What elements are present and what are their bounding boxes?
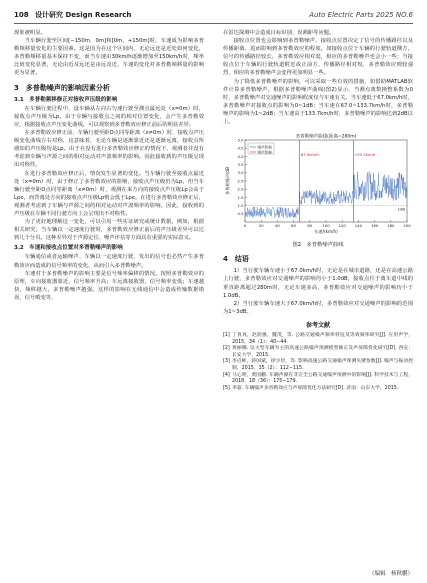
header-divider [14, 23, 413, 24]
y-tick-label: 2.5 [237, 178, 244, 184]
reference-item: [1] 丁真真，赵润强，魏茂，等. 公路交通噪声频率特征及等效频率研究[J]. 应用声学，2015，34（1）：40−44. [223, 332, 413, 345]
threshold-label: 133.7km/h [354, 152, 376, 158]
chart-title: 多普勒噪声曲线(距离=280m) [295, 134, 357, 140]
paragraph: 在进行多普勒效应修正后，情况发生显著的变化。当车辆行驶至接收点最近处（x=0m）时，由于修正了多普勒效应的影响，接收点声压级仍为Lp，但当车辆行驶至距O点同等距离（x≠0m）时，观测在来方向的接收点声压级Lp会高于Lpe，而背离处方向的接收点声压级Lp则会低于Lpe。在进行多普勒效应修正后，观测者考虑到了车辆与声源之间的相对运动对声波频率的影响。因此，接收到的声压级在车辆不同行驶方向上会呈现出不对称性。 [14, 170, 204, 217]
journal-title-cn: 设计研究 Design Research [35, 11, 132, 19]
x-tick-label: 120 [338, 223, 346, 229]
x-tick-label: 160 [370, 223, 379, 229]
y-tick-label: 5.0 [237, 137, 244, 143]
subsection-3-2-title: 3.2 车速和接收点位置对多普勒噪声的影响 [14, 245, 123, 252]
x-tick-label: 140 [354, 223, 363, 229]
x-axis-label: 车速/(km/h) [314, 229, 338, 235]
y-tick-label: 0.5 [237, 211, 244, 217]
y-tick-label: 1.0 [237, 203, 244, 209]
conclusion-2: 2）当行驶车辆车速大于67.0km/h时，多普勒效应对交通噪声的影响的范围为1~3dB。 [223, 300, 413, 315]
left-column [14, 29, 204, 302]
paragraph: 车速对于多普勒噪声的影响主要是信号频率偏移的情况。按照多普勒效应的原理，车向接收器靠近，信号频率升高；车远离接收器，信号频率变低；车速越快，频移越大，多普勒噪声越强。这样的影响在无线通信中会造成传输数据错误、信号畸变等， [14, 270, 204, 301]
subsection-3-1-title: 3.1 多普勒频移修正对接收声压级的影响 [14, 96, 118, 103]
y-tick-label: 4.5 [237, 145, 244, 151]
x-tick-label: 60 [291, 223, 297, 229]
x-tick-label: 0 [243, 223, 247, 229]
journal-title-en: Auto Electric Parts 2025 NO.6 [309, 11, 413, 19]
editor-note: （编辑 杨秋鹏） [368, 571, 413, 577]
x-tick-label: 40 [274, 223, 280, 229]
x-tick-label: 80 [307, 223, 313, 229]
reference-item: [3] 李启彬，蒋国斌，徐少俭，等. 影响高速公路交通噪声预测关键参数[J]. 噪声与振动控制，2015，35（2）：112−115. [223, 359, 413, 371]
conclusion-1: 1）当行驶车辆车速小于67.0km/h时，无论是在城市道路，还是在高速公路上行驶，多普勒效应对交通噪声的影响均小于1.0dB；接收点位于离车道中线的垂直距离超过280m时，无论车速多高，多普勒效应对交通噪声的影响均小于1.0dB。 [223, 268, 413, 299]
section-3-title: 3 多普勒噪声的影响因素分析 [14, 83, 110, 92]
reference-item: [4] 马心明，黄国鹏. 车辆声源在非完全公路交通噪声预测中的影响[J]. 科学技术与工程，2018，18（36）：175−179. [223, 372, 413, 385]
legend-label: 噪声影响 [257, 145, 272, 150]
paragraph: 为了降低多普勒噪声的影响，可以采取一些有效的措施，如借助MATLAB软件计算多普勒噪声。根据多普勒噪声曲线(图2)显示，当测点离数换整系数为0时，多普勒噪声对交通噪声的影响程度仅与车速有关。当车速低于67.0km/h时，多普勒噪声对接收点的影响为0~1dB；当车速在67.0~133.7km/h时，多普勒噪声的影响为1~2dB；当车速高于133.7km/h时，多普勒噪声的影响达到2dB以上。 [223, 78, 413, 126]
y-tick-label: 3.5 [237, 162, 244, 168]
paragraph: 接收点位置也会影响到多普勒噪声，接收点位置决定了信号的传播路径以及传播距离，进而影响到多普勒效应的程度。如接收点位于车辆的行驶轨道侧方，信号的传播路径较长，多普勒效应相对弱，相应的多普勒噪声也会小一些；当接收点位于车辆的行驶轨道附近或正前方，传播路径相对短，多普勒效应则较强烈，相应的多普勒噪声会变得更加明显一些。 [223, 38, 413, 77]
reference-item: [2] 黄丽娜. 以大型车辆为主的高速公路噪声预测模型修正及声屏障优化研究[D]. 西安：长安大学，2015. [223, 346, 413, 358]
references-title: 参考文献 [305, 321, 330, 329]
x-tick-label: 180 [387, 223, 395, 229]
x-tick-label: 100 [322, 223, 330, 229]
legend-label: 噪声影响 [257, 150, 272, 155]
figure-caption: 图2 多普勒噪声曲线 [292, 242, 344, 249]
y-tick-label: 1.5 [237, 194, 244, 200]
section-4-title: 4 结语 [223, 255, 249, 264]
paragraph: 当车辆行驶至区间[−150m，0m]和[0m，+150m]时，车速成为影响多普勒频移量变化的主要因素。这是因为在这个区间内，无论远还是近处如何变化，多普勒频移量基本保持不变，而当车速由30km/h逐渐增加至150km/h时，频率比值变化显著，无论由近及远还是由远及近，车速的变化对多普勒频移量的影响更为显著。 [14, 38, 204, 77]
y-tick-label: 3.0 [237, 170, 244, 176]
figure-2 [223, 130, 413, 240]
y-axis-label: 多普勒噪声/dB [225, 167, 230, 196]
x-tick-label: 20 [258, 223, 264, 229]
doppler-noise-chart [223, 130, 413, 240]
paragraph: 在雷达探测中会造成目标识别、误测距等问题。 [223, 30, 335, 36]
threshold-label: 67.0km/h [300, 152, 319, 158]
page-header [14, 8, 413, 22]
paragraph: 为了更好地理解这一变化，可以引用一些实证研究或统计数据。例如，根据相关研究，当车辆以一定速度行驶时，多普勒效应修正前后的声压级差异可以达到几个分贝。这种差异对于声源定位、噪声评估等方面具有重要的实际意义。 [14, 219, 204, 242]
x-tick-label: 200 [403, 223, 411, 229]
paragraph: 在车辆行驶过程中，设车辆从左向右匀速行驶至测点最远处（x=0m）时，接收点声压级为Lp。由于车辆与接收点之间的相对位置变化，会产生多普勒效应，根据接收点声压变化曲线，可以观察到多普勒效应修正前后的明显差异。 [14, 105, 204, 128]
right-column [223, 29, 413, 392]
reference-line-label: 1dB [397, 206, 405, 212]
y-tick-label: 2.0 [237, 186, 244, 192]
y-tick-label: 4.0 [237, 153, 244, 159]
reference-list [223, 333, 413, 392]
paragraph: 在多普勒效应修正前，车辆行驶至距O点同等距离（x≠0m）时，接收点声压级变化曲线左右对称，这意味着，无论车辆是逐渐靠近还是逐渐远离，接收点所感知的声压级均是Lp。由于在没有进行多普勒效应修正的情况下，观测者并没有考虑到车辆与声源之间的相对运动对声波频率的影响。因此接收到的声压级呈现出对称性。 [14, 130, 204, 169]
paragraph: 车辆通信或者运输噪声、车辆以一定速度行驶，发出的信号也必然产生多普勒效应而造成的信号频率的变化，从而引入多普勒噪声。 [14, 254, 204, 269]
paragraph: 现象被明显。 [14, 30, 46, 36]
reference-item: [5] 李超. 车辆噪声多普勒效应与声屏障优化方法研究[D]. 济南：山东大学，2015. [223, 385, 399, 391]
header-left [14, 8, 131, 22]
page-number: 108 [14, 11, 29, 19]
